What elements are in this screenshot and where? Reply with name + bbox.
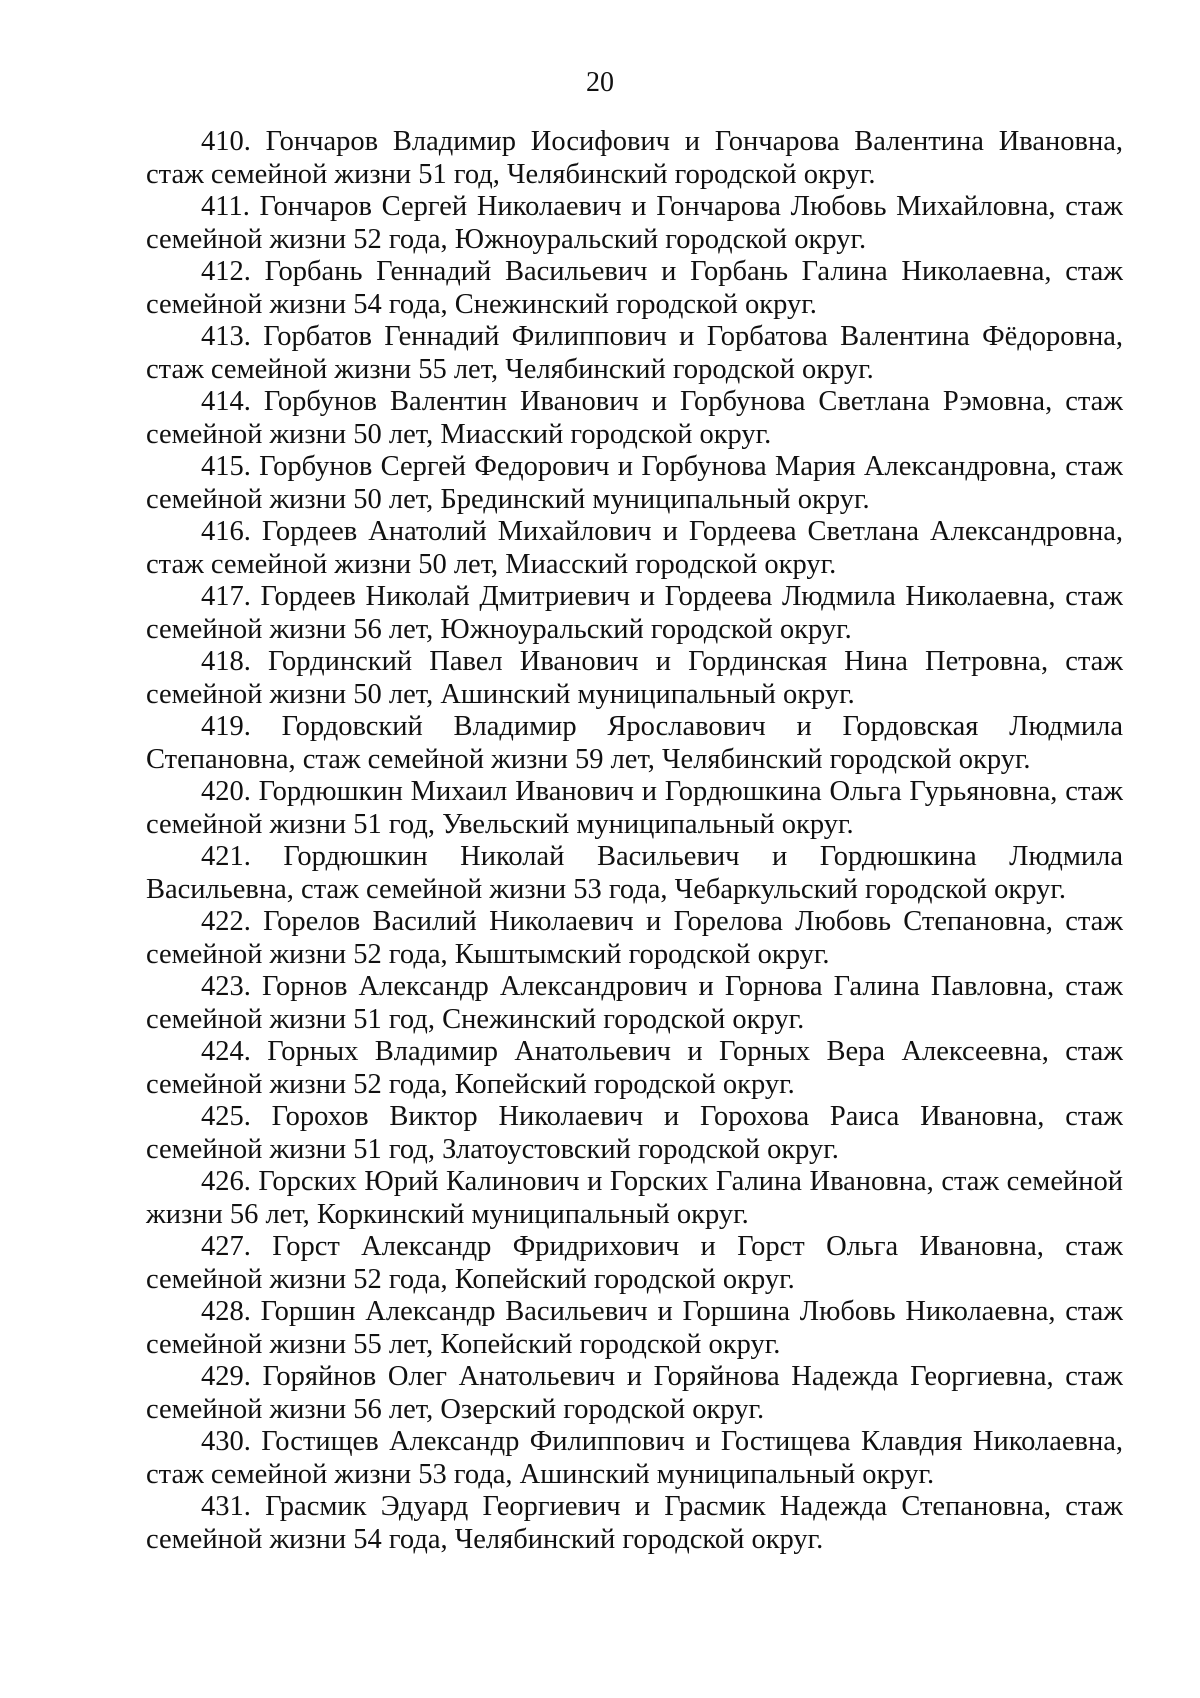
list-entry: 425. Горохов Виктор Николаевич и Горохова Раиса Ивановна, стаж семейной жизни 51 год, Златоустовский городской округ. bbox=[146, 1101, 1123, 1165]
list-entry: 416. Гордеев Анатолий Михайлович и Гордеева Светлана Александровна, стаж семейной жизни 50 лет, Миасский городской округ. bbox=[146, 516, 1123, 580]
page-number: 20 bbox=[586, 67, 614, 98]
list-entry: 426. Горских Юрий Калинович и Горских Галина Ивановна, стаж семейной жизни 56 лет, Коркинский муниципальный округ. bbox=[146, 1166, 1123, 1230]
list-entry: 420. Гордюшкин Михаил Иванович и Гордюшкина Ольга Гурьяновна, стаж семейной жизни 51 год, Увельский муниципальный округ. bbox=[146, 776, 1123, 840]
list-entry: 411. Гончаров Сергей Николаевич и Гончарова Любовь Михайловна, стаж семейной жизни 52 года, Южноуральский городской округ. bbox=[146, 191, 1123, 255]
entry-list bbox=[146, 126, 1123, 1556]
list-entry: 421. Гордюшкин Николай Васильевич и Гордюшкина Людмила Васильевна, стаж семейной жизни 53 года, Чебаркульский городской округ. bbox=[146, 841, 1123, 905]
list-entry: 417. Гордеев Николай Дмитриевич и Гордеева Людмила Николаевна, стаж семейной жизни 56 лет, Южноуральский городской округ. bbox=[146, 581, 1123, 645]
list-entry: 414. Горбунов Валентин Иванович и Горбунова Светлана Рэмовна, стаж семейной жизни 50 лет, Миасский городской округ. bbox=[146, 386, 1123, 450]
list-entry: 427. Горст Александр Фридрихович и Горст Ольга Ивановна, стаж семейной жизни 52 года, Копейский городской округ. bbox=[146, 1231, 1123, 1295]
list-entry: 418. Гординский Павел Иванович и Гординская Нина Петровна, стаж семейной жизни 50 лет, Ашинский муниципальный округ. bbox=[146, 646, 1123, 710]
list-entry: 413. Горбатов Геннадий Филиппович и Горбатова Валентина Фёдоровна, стаж семейной жизни 55 лет, Челябинский городской округ. bbox=[146, 321, 1123, 385]
list-entry: 419. Гордовский Владимир Ярославович и Гордовская Людмила Степановна, стаж семейной жизни 59 лет, Челябинский городской округ. bbox=[146, 711, 1123, 775]
list-entry: 428. Горшин Александр Васильевич и Горшина Любовь Николаевна, стаж семейной жизни 55 лет, Копейский городской округ. bbox=[146, 1296, 1123, 1360]
list-entry: 423. Горнов Александр Александрович и Горнова Галина Павловна, стаж семейной жизни 51 год, Снежинский городской округ. bbox=[146, 971, 1123, 1035]
list-entry: 431. Грасмик Эдуард Георгиевич и Грасмик Надежда Степановна, стаж семейной жизни 54 года, Челябинский городской округ. bbox=[146, 1491, 1123, 1555]
list-entry: 422. Горелов Василий Николаевич и Горелова Любовь Степановна, стаж семейной жизни 52 года, Кыштымский городской округ. bbox=[146, 906, 1123, 970]
list-entry: 429. Горяйнов Олег Анатольевич и Горяйнова Надежда Георгиевна, стаж семейной жизни 56 лет, Озерский городской округ. bbox=[146, 1361, 1123, 1425]
list-entry: 415. Горбунов Сергей Федорович и Горбунова Мария Александровна, стаж семейной жизни 50 лет, Брединский муниципальный округ. bbox=[146, 451, 1123, 515]
list-entry: 424. Горных Владимир Анатольевич и Горных Вера Алексеевна, стаж семейной жизни 52 года, Копейский городской округ. bbox=[146, 1036, 1123, 1100]
list-entry: 410. Гончаров Владимир Иосифович и Гончарова Валентина Ивановна, стаж семейной жизни 51 год, Челябинский городской округ. bbox=[146, 126, 1123, 190]
list-entry: 412. Горбань Геннадий Васильевич и Горбань Галина Николаевна, стаж семейной жизни 54 года, Снежинский городской округ. bbox=[146, 256, 1123, 320]
list-entry: 430. Гостищев Александр Филиппович и Гостищева Клавдия Николаевна, стаж семейной жизни 53 года, Ашинский муниципальный округ. bbox=[146, 1426, 1123, 1490]
